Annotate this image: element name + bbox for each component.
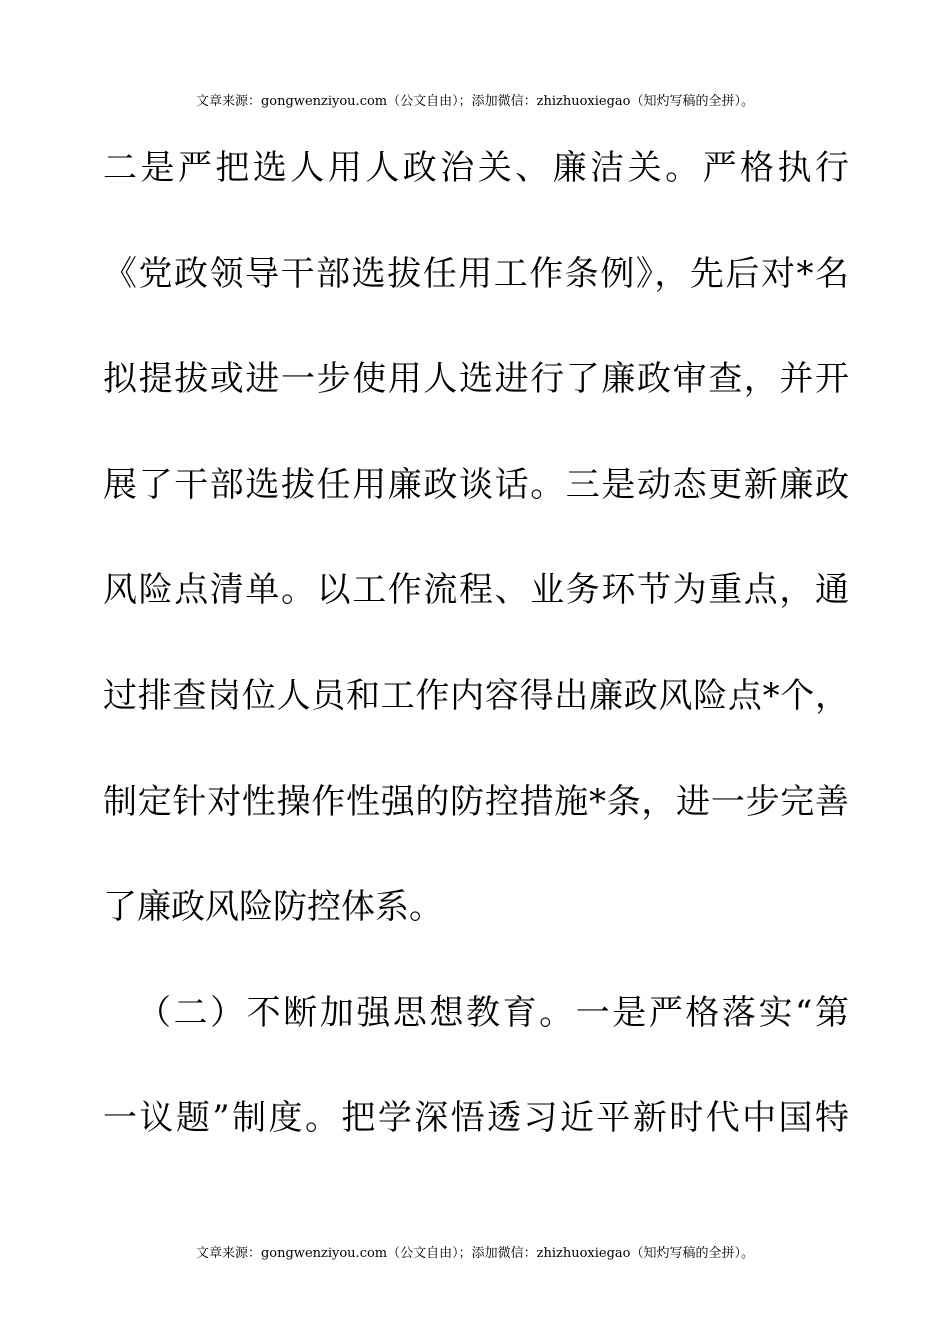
body-text xyxy=(103,140,849,1196)
text-line: 展了干部选拔任用廉政谈话。三是动态更新廉政 xyxy=(103,464,849,505)
text-line: 风险点清单。以工作流程、业务环节为重点，通 xyxy=(103,570,849,611)
text-line: 《党政领导干部选拔任用工作条例》，先后对*名 xyxy=(103,253,849,294)
page-footer: 文章来源：gongwenziyou.com（公文自由）；添加微信：zhizhuoxiegao（知灼写稿的全拼）。 xyxy=(195,1246,755,1261)
text-line: 拟提拔或进一步使用人选进行了廉政审查，并开 xyxy=(103,359,849,400)
text-line: 制定针对性操作性强的防控措施*条，进一步完善 xyxy=(103,781,849,822)
section-heading-line: （二）不断加强思想教育。一是严格落实“第 xyxy=(137,992,849,1033)
page-header: 文章来源：gongwenziyou.com（公文自由）；添加微信：zhizhuoxiegao（知灼写稿的全拼）。 xyxy=(195,94,755,109)
text-line: 了廉政风险防控体系。 xyxy=(103,887,443,928)
text-line: 二是严把选人用人政治关、廉洁关。严格执行 xyxy=(103,148,849,188)
text-line: 过排查岗位人员和工作内容得出廉政风险点*个， xyxy=(103,675,849,716)
text-line: 一议题”制度。把学深悟透习近平新时代中国特 xyxy=(103,1098,849,1139)
